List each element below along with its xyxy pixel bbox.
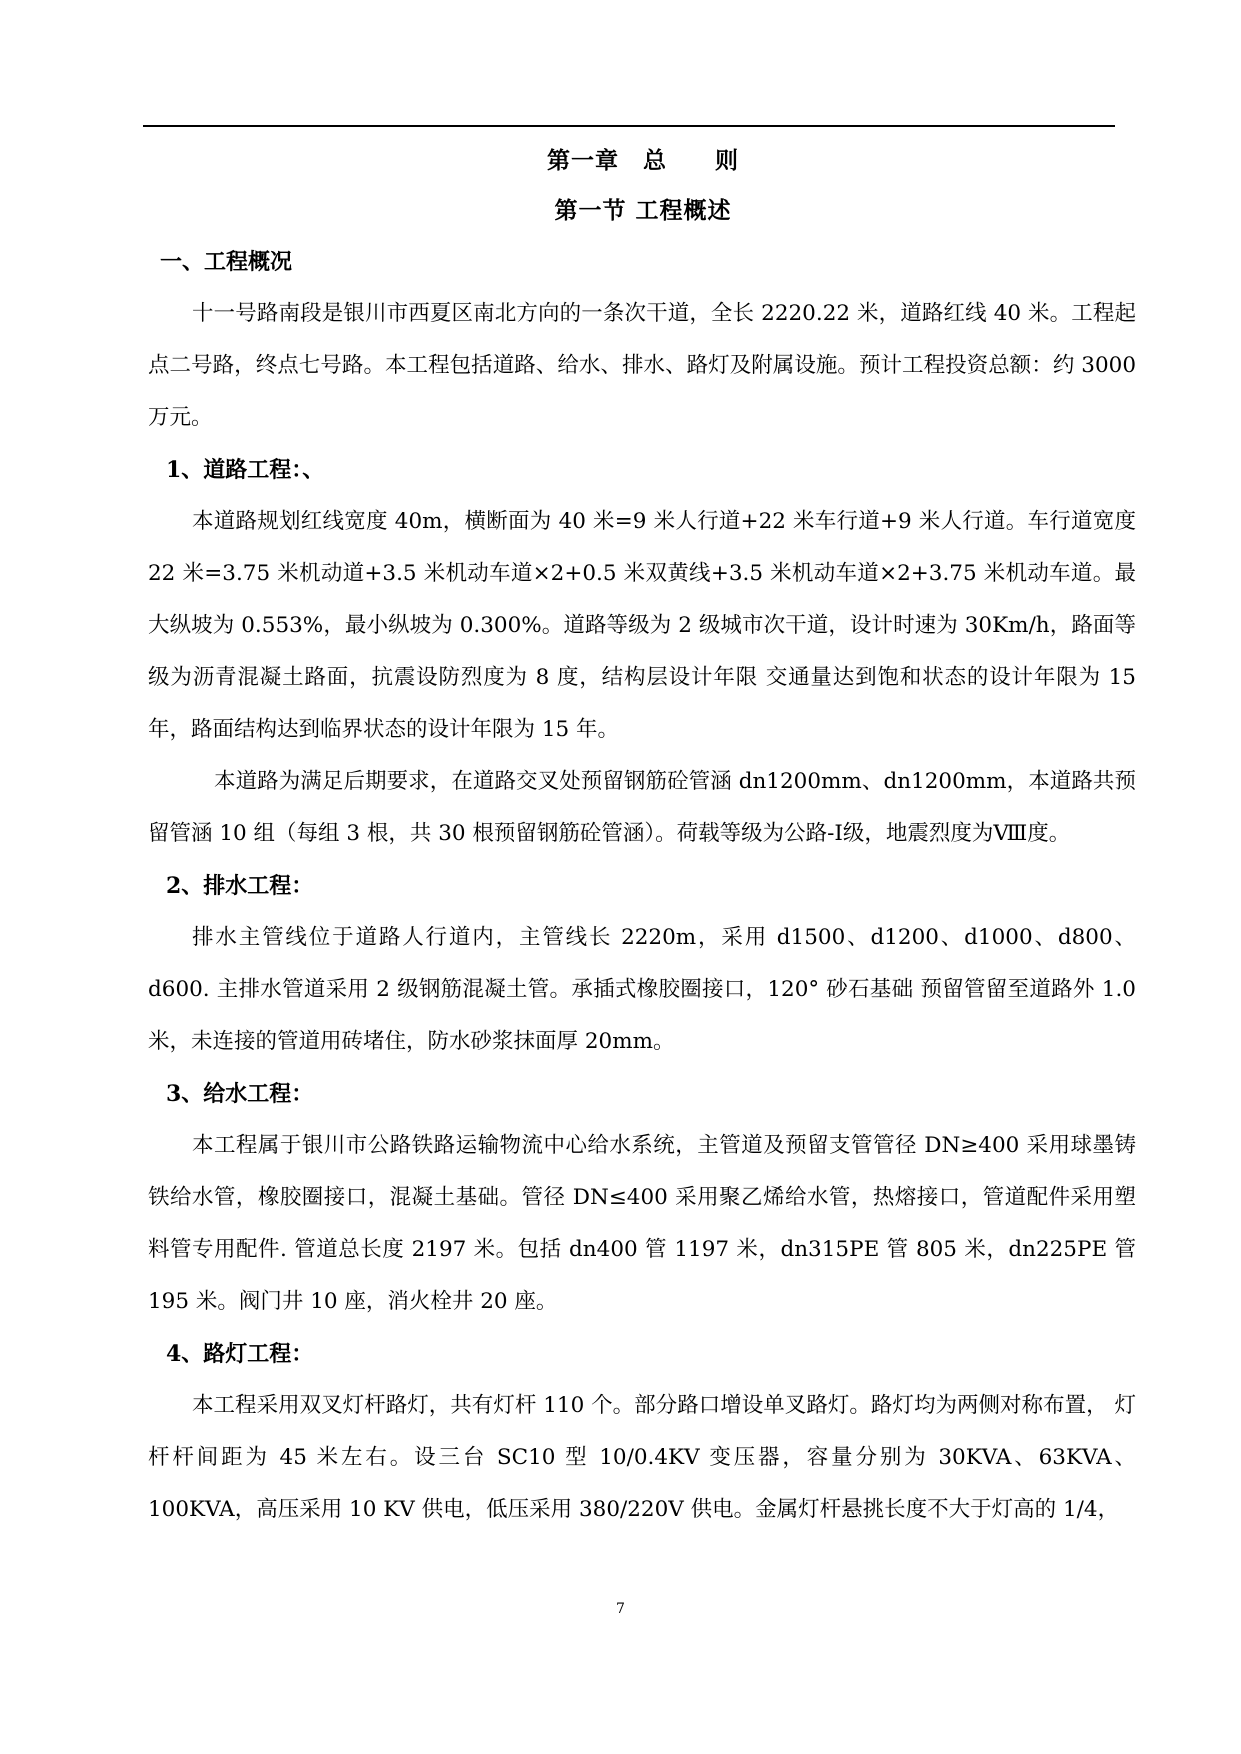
overview-paragraph: 十一号路南段是银川市西夏区南北方向的一条次干道，全长 2220.22 米，道路红线 40 米。工程起点二号路，终点七号路。本工程包括道路、给水、排水、路灯及附属设施。预计工程投资总额：约 3000 万元。: [148, 301, 1136, 430]
page-content: [148, 138, 1138, 1536]
road-paragraph-2: 本道路为满足后期要求，在道路交叉处预留钢筋砼管涵 dn1200mm、dn1200mm，本道路共预留管涵 10 组（每组 3 根，共 30 根预留钢筋砼管涵）。荷载等级为公路-Ⅰ级，地震烈度为Ⅷ度。: [148, 769, 1136, 846]
drainage-paragraph: 排水主管线位于道路人行道内，主管线长 2220m，采用 d1500、d1200、d1000、d800、d600. 主排水管道采用 2 级钢筋混凝土管。承插式橡胶圈接口，120° 砂石基础 预留管留至道路外 1.0 米，未连接的管道用砖堵住，防水砂浆抹面厚 20mm。: [148, 925, 1136, 1054]
overview-heading: 一、工程概况: [160, 249, 293, 275]
water-paragraph: 本工程属于银川市公路铁路运输物流中心给水系统，主管道及预留支管管径 DN≥400 采用球墨铸铁给水管，橡胶圈接口，混凝土基础。管径 DN≤400 采用聚乙烯给水管，热熔接口，管道配件采用塑料管专用配件. 管道总长度 2197 米。包括 dn400 管 1197 米，dn315PE 管 805 米，dn225PE 管 195 米。阀门井 10 座，消火栓井 20 座。: [148, 1133, 1136, 1314]
road-paragraph-1: 本道路规划红线宽度 40m，横断面为 40 米=9 米人行道+22 米车行道+9 米人行道。车行道宽度 22 米=3.75 米机动道+3.5 米机动车道×2+0.5 米双黄线+3.5 米机动车道×2+3.75 米机动车道。最大纵坡为 0.553%，最小纵坡为 0.300%。道路等级为 2 级城市次干道，设计时速为 30Km/h，路面等级为沥青混凝土路面，抗震设防烈度为 8 度，结构层设计年限 交通量达到饱和状态的设计年限为 15 年，路面结构达到临界状态的设计年限为 15 年。: [148, 509, 1136, 742]
section-title: 第一节 工程概述: [554, 197, 732, 224]
page-number: 7: [616, 1601, 625, 1617]
chapter-title: 第一章 总 则: [547, 147, 739, 174]
water-heading: 3、给水工程：: [166, 1081, 314, 1107]
drainage-heading: 2、排水工程：: [166, 873, 314, 899]
header-rule: [143, 125, 1115, 127]
lighting-paragraph: 本工程采用双叉灯杆路灯，共有灯杆 110 个。部分路口增设单叉路灯。路灯均为两侧对称布置， 灯杆杆间距为 45 米左右。设三台 SC10 型 10/0.4KV 变压器，容量分别为 30KVA、63KVA、100KVA，高压采用 10 KV 供电，低压采用 380/220V 供电。金属灯杆悬挑长度不大于灯高的 1/4，: [148, 1393, 1136, 1522]
lighting-heading: 4、路灯工程：: [166, 1341, 314, 1367]
road-heading: 1、道路工程：、: [166, 457, 325, 483]
